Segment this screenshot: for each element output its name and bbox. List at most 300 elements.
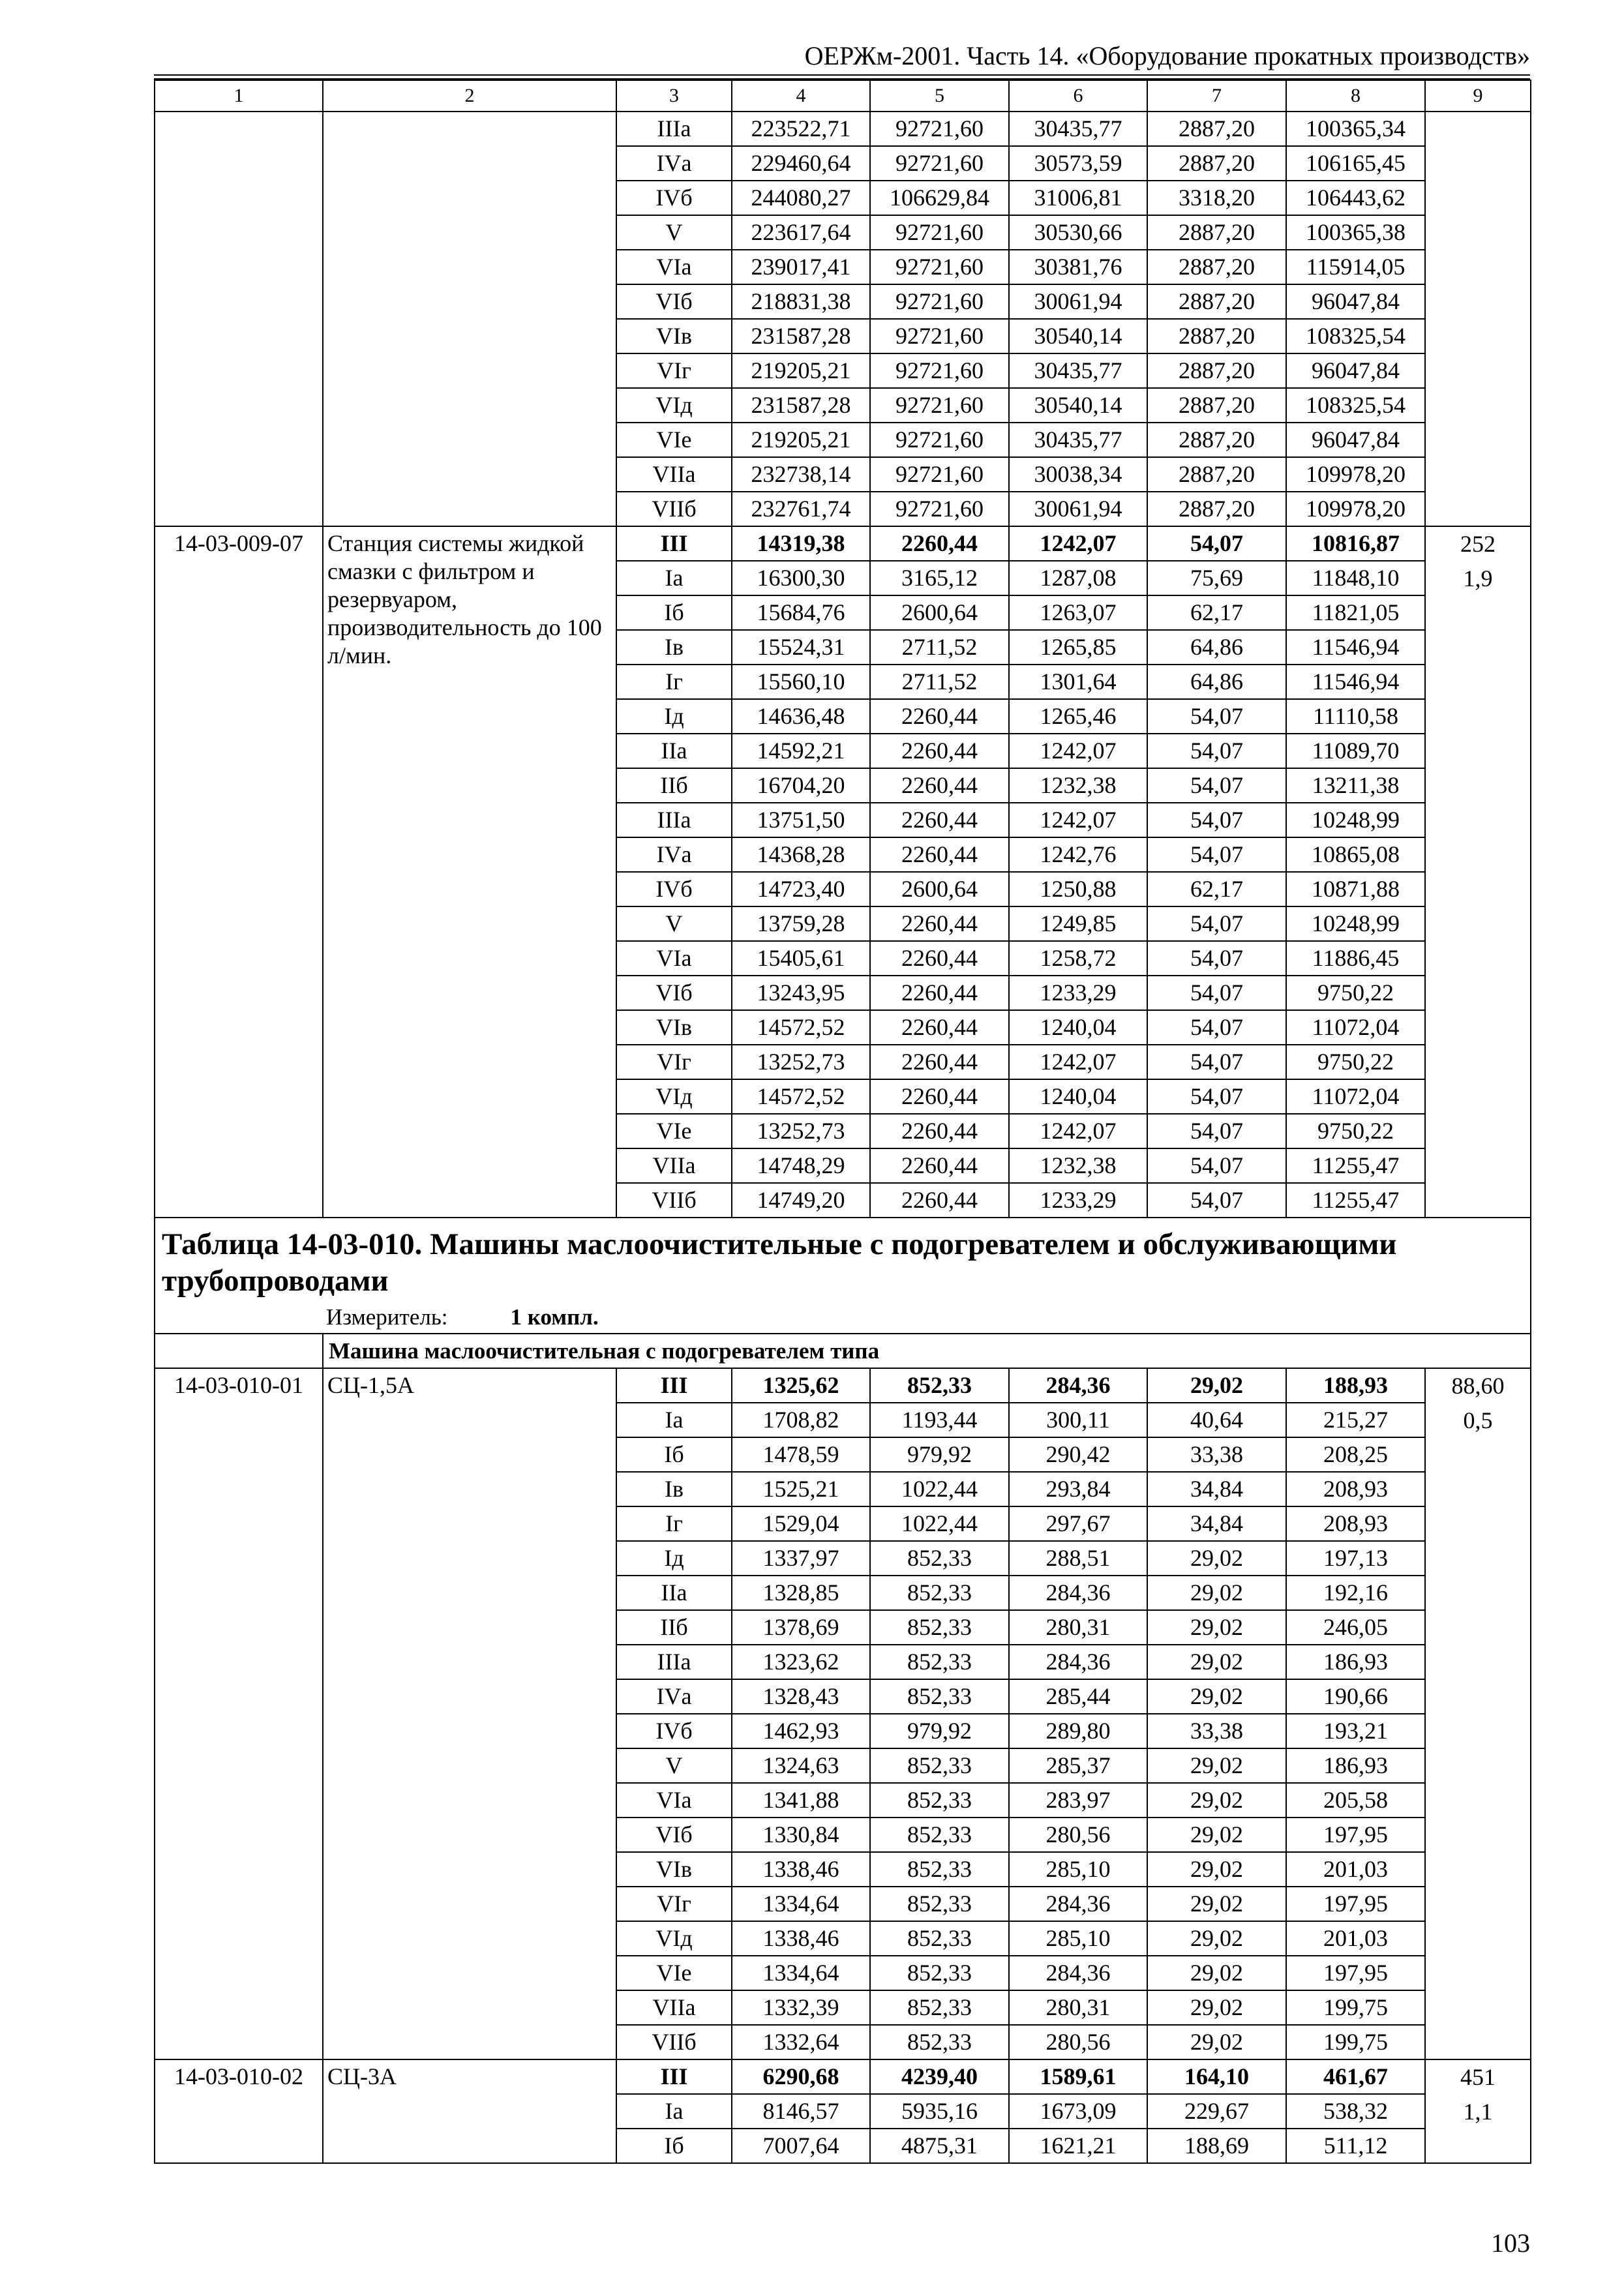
value-cell: 106629,84 xyxy=(870,181,1009,215)
value-cell: 29,02 xyxy=(1147,1990,1286,2025)
value-cell: 13243,95 xyxy=(732,976,870,1010)
value-cell: 96047,84 xyxy=(1286,353,1425,388)
value-cell: 92721,60 xyxy=(870,457,1009,492)
value-cell: 62,17 xyxy=(1147,595,1286,630)
value-cell: 1589,61 xyxy=(1009,2059,1147,2094)
table-title-row xyxy=(155,1218,1531,1302)
zone-cell: Iа xyxy=(616,561,732,595)
value-cell: 199,75 xyxy=(1286,1990,1425,2025)
value-cell: 852,33 xyxy=(870,1679,1009,1714)
value-cell: 4875,31 xyxy=(870,2129,1009,2163)
zone-cell: VIа xyxy=(616,250,732,284)
value-cell: 1328,85 xyxy=(732,1576,870,1610)
value-cell: 29,02 xyxy=(1147,1576,1286,1610)
value-cell: 2887,20 xyxy=(1147,457,1286,492)
value-cell: 96047,84 xyxy=(1286,284,1425,319)
value-cell: 29,02 xyxy=(1147,2025,1286,2059)
machine-coef: 1,9 xyxy=(1463,565,1493,591)
value-cell: 92721,60 xyxy=(870,284,1009,319)
value-cell: 1232,38 xyxy=(1009,768,1147,803)
zone-cell: Iд xyxy=(616,1541,732,1576)
value-cell: 13759,28 xyxy=(732,906,870,941)
value-cell: 979,92 xyxy=(870,1714,1009,1748)
column-number: 1 xyxy=(155,80,323,112)
value-cell: 1249,85 xyxy=(1009,906,1147,941)
column-number-row xyxy=(155,80,1531,112)
value-cell: 229460,64 xyxy=(732,146,870,181)
zone-cell: IIа xyxy=(616,734,732,768)
value-cell: 75,69 xyxy=(1147,561,1286,595)
zone-cell: Iг xyxy=(616,665,732,699)
value-cell: 2887,20 xyxy=(1147,146,1286,181)
value-cell: 106165,45 xyxy=(1286,146,1425,181)
value-cell: 1708,82 xyxy=(732,1403,870,1437)
value-cell: 2260,44 xyxy=(870,976,1009,1010)
price-table xyxy=(154,80,1531,2164)
value-cell: 54,07 xyxy=(1147,941,1286,976)
value-cell: 54,07 xyxy=(1147,906,1286,941)
zone-cell: Iд xyxy=(616,699,732,734)
value-cell: 13252,73 xyxy=(732,1045,870,1079)
value-cell: 54,07 xyxy=(1147,1079,1286,1114)
page-header: ОЕРЖм-2001. Часть 14. «Оборудование прокатных производств» xyxy=(804,41,1530,70)
value-cell: 11089,70 xyxy=(1286,734,1425,768)
zone-cell: III xyxy=(616,526,732,561)
zone-cell: VIа xyxy=(616,1783,732,1818)
value-cell: 31006,81 xyxy=(1009,181,1147,215)
zone-cell: VIд xyxy=(616,1921,732,1956)
value-cell: 461,67 xyxy=(1286,2059,1425,2094)
measure-cell xyxy=(155,1302,1531,1334)
value-cell: 14592,21 xyxy=(732,734,870,768)
value-cell: 10865,08 xyxy=(1286,837,1425,872)
zone-cell: VIе xyxy=(616,423,732,457)
value-cell: 2887,20 xyxy=(1147,284,1286,319)
value-cell: 2887,20 xyxy=(1147,112,1286,146)
value-cell: 280,31 xyxy=(1009,1990,1147,2025)
value-cell: 3165,12 xyxy=(870,561,1009,595)
column-number: 3 xyxy=(616,80,732,112)
value-cell: 11255,47 xyxy=(1286,1183,1425,1218)
zone-cell: IIIа xyxy=(616,112,732,146)
value-cell: 232738,14 xyxy=(732,457,870,492)
zone-cell: VIе xyxy=(616,1956,732,1990)
value-cell: 284,36 xyxy=(1009,1576,1147,1610)
value-cell: 33,38 xyxy=(1147,1714,1286,1748)
value-cell: 239017,41 xyxy=(732,250,870,284)
value-cell: 1242,07 xyxy=(1009,526,1147,561)
value-cell: 219205,21 xyxy=(732,423,870,457)
value-cell: 11848,10 xyxy=(1286,561,1425,595)
value-cell: 208,93 xyxy=(1286,1506,1425,1541)
value-cell: 54,07 xyxy=(1147,1010,1286,1045)
item-code: 14-03-010-01 xyxy=(155,1368,323,2059)
value-cell: 33,38 xyxy=(1147,1437,1286,1472)
value-cell: 8146,57 xyxy=(732,2094,870,2129)
value-cell: 11821,05 xyxy=(1286,595,1425,630)
value-cell: 852,33 xyxy=(870,1956,1009,1990)
value-cell: 9750,22 xyxy=(1286,976,1425,1010)
column-number: 9 xyxy=(1425,80,1531,112)
value-cell: 13751,50 xyxy=(732,803,870,837)
value-cell: 852,33 xyxy=(870,1748,1009,1783)
value-cell: 30573,59 xyxy=(1009,146,1147,181)
value-cell: 1250,88 xyxy=(1009,872,1147,906)
value-cell: 2887,20 xyxy=(1147,215,1286,250)
value-cell: 229,67 xyxy=(1147,2094,1286,2129)
value-cell: 197,13 xyxy=(1286,1541,1425,1576)
value-cell: 92721,60 xyxy=(870,423,1009,457)
zone-cell: VIIа xyxy=(616,1148,732,1183)
value-cell: 293,84 xyxy=(1009,1472,1147,1506)
item-name: Станция системы жидкой смазки с фильтром и резервуаром, производительность до 100 л/мин. xyxy=(323,526,616,1218)
value-cell: 284,36 xyxy=(1009,1956,1147,1990)
value-cell: 2600,64 xyxy=(870,872,1009,906)
value-cell: 100365,38 xyxy=(1286,215,1425,250)
value-cell: 2260,44 xyxy=(870,526,1009,561)
value-cell: 92721,60 xyxy=(870,146,1009,181)
measure-row xyxy=(155,1302,1531,1334)
value-cell: 1242,07 xyxy=(1009,1114,1147,1148)
measure-value: 1 компл. xyxy=(510,1304,599,1330)
value-cell: 29,02 xyxy=(1147,1956,1286,1990)
zone-cell: IIIа xyxy=(616,803,732,837)
value-cell: 9750,22 xyxy=(1286,1114,1425,1148)
name-cell-empty xyxy=(323,112,616,526)
labor-cost: 88,60 xyxy=(1451,1373,1505,1399)
value-cell: 2260,44 xyxy=(870,1079,1009,1114)
value-cell: 108325,54 xyxy=(1286,388,1425,423)
value-cell: 54,07 xyxy=(1147,526,1286,561)
zone-cell: IVб xyxy=(616,181,732,215)
value-cell: 280,31 xyxy=(1009,1610,1147,1645)
value-cell: 15524,31 xyxy=(732,630,870,665)
zone-cell: VIд xyxy=(616,388,732,423)
value-cell: 852,33 xyxy=(870,1783,1009,1818)
value-cell: 186,93 xyxy=(1286,1645,1425,1679)
value-cell: 30381,76 xyxy=(1009,250,1147,284)
zone-cell: IVб xyxy=(616,1714,732,1748)
value-cell: 29,02 xyxy=(1147,1887,1286,1921)
value-cell: 11886,45 xyxy=(1286,941,1425,976)
value-cell: 1301,64 xyxy=(1009,665,1147,699)
value-cell: 852,33 xyxy=(870,1990,1009,2025)
value-cell: 30435,77 xyxy=(1009,423,1147,457)
value-cell: 108325,54 xyxy=(1286,319,1425,353)
value-cell: 283,97 xyxy=(1009,1783,1147,1818)
zone-cell: VIв xyxy=(616,1852,732,1887)
value-cell: 511,12 xyxy=(1286,2129,1425,2163)
table-row xyxy=(155,2059,1531,2094)
col9-cell-empty xyxy=(1425,112,1531,526)
value-cell: 1263,07 xyxy=(1009,595,1147,630)
value-cell: 1240,04 xyxy=(1009,1079,1147,1114)
zone-cell: III xyxy=(616,2059,732,2094)
value-cell: 1258,72 xyxy=(1009,941,1147,976)
value-cell: 1242,07 xyxy=(1009,1045,1147,1079)
value-cell: 13211,38 xyxy=(1286,768,1425,803)
zone-cell: IVа xyxy=(616,1679,732,1714)
value-cell: 2260,44 xyxy=(870,906,1009,941)
value-cell: 2260,44 xyxy=(870,1148,1009,1183)
value-cell: 2260,44 xyxy=(870,837,1009,872)
value-cell: 284,36 xyxy=(1009,1368,1147,1403)
zone-cell: IIб xyxy=(616,768,732,803)
machine-coef: 1,1 xyxy=(1463,2099,1493,2125)
value-cell: 14748,29 xyxy=(732,1148,870,1183)
subheading-blank xyxy=(155,1334,323,1368)
value-cell: 1332,64 xyxy=(732,2025,870,2059)
zone-cell: Iв xyxy=(616,630,732,665)
zone-cell: IIа xyxy=(616,1576,732,1610)
value-cell: 29,02 xyxy=(1147,1818,1286,1852)
value-cell: 16300,30 xyxy=(732,561,870,595)
value-cell: 92721,60 xyxy=(870,319,1009,353)
value-cell: 11255,47 xyxy=(1286,1148,1425,1183)
value-cell: 30540,14 xyxy=(1009,388,1147,423)
value-cell: 92721,60 xyxy=(870,388,1009,423)
value-cell: 192,16 xyxy=(1286,1576,1425,1610)
value-cell: 197,95 xyxy=(1286,1887,1425,1921)
value-cell: 2260,44 xyxy=(870,1114,1009,1148)
value-cell: 290,42 xyxy=(1009,1437,1147,1472)
zone-cell: VIг xyxy=(616,353,732,388)
value-cell: 852,33 xyxy=(870,1887,1009,1921)
value-cell: 29,02 xyxy=(1147,1645,1286,1679)
value-cell: 10248,99 xyxy=(1286,906,1425,941)
value-cell: 1334,64 xyxy=(732,1887,870,1921)
machine-coef: 0,5 xyxy=(1463,1407,1493,1433)
value-cell: 2260,44 xyxy=(870,1183,1009,1218)
value-cell: 1338,46 xyxy=(732,1852,870,1887)
value-cell: 15684,76 xyxy=(732,595,870,630)
value-cell: 13252,73 xyxy=(732,1114,870,1148)
value-cell: 1325,62 xyxy=(732,1368,870,1403)
value-cell: 54,07 xyxy=(1147,837,1286,872)
value-cell: 852,33 xyxy=(870,1541,1009,1576)
value-cell: 297,67 xyxy=(1009,1506,1147,1541)
value-cell: 54,07 xyxy=(1147,1045,1286,1079)
zone-cell: Iг xyxy=(616,1506,732,1541)
column-number: 2 xyxy=(323,80,616,112)
value-cell: 30530,66 xyxy=(1009,215,1147,250)
value-cell: 208,93 xyxy=(1286,1472,1425,1506)
value-cell: 11546,94 xyxy=(1286,665,1425,699)
zone-cell: V xyxy=(616,906,732,941)
subheading: Машина маслоочистительная с подогревателем типа xyxy=(323,1334,1531,1368)
value-cell: 54,07 xyxy=(1147,734,1286,768)
value-cell: 1334,64 xyxy=(732,1956,870,1990)
value-cell: 231587,28 xyxy=(732,388,870,423)
value-cell: 92721,60 xyxy=(870,250,1009,284)
value-cell: 15405,61 xyxy=(732,941,870,976)
value-cell: 193,21 xyxy=(1286,1714,1425,1748)
labor-cost: 451 xyxy=(1460,2064,1496,2090)
labor-cost: 252 xyxy=(1460,531,1496,557)
zone-cell: IVб xyxy=(616,872,732,906)
value-cell: 2260,44 xyxy=(870,1045,1009,1079)
value-cell: 285,37 xyxy=(1009,1748,1147,1783)
value-cell: 64,86 xyxy=(1147,665,1286,699)
value-cell: 852,33 xyxy=(870,1610,1009,1645)
zone-cell: VIIб xyxy=(616,2025,732,2059)
table-row xyxy=(155,526,1531,561)
value-cell: 1022,44 xyxy=(870,1506,1009,1541)
col9-cell xyxy=(1425,526,1531,1218)
value-cell: 219205,21 xyxy=(732,353,870,388)
value-cell: 14368,28 xyxy=(732,837,870,872)
value-cell: 1242,76 xyxy=(1009,837,1147,872)
value-cell: 54,07 xyxy=(1147,1114,1286,1148)
value-cell: 197,95 xyxy=(1286,1818,1425,1852)
value-cell: 92721,60 xyxy=(870,112,1009,146)
zone-cell: IVа xyxy=(616,146,732,181)
value-cell: 852,33 xyxy=(870,1576,1009,1610)
value-cell: 109978,20 xyxy=(1286,492,1425,526)
value-cell: 246,05 xyxy=(1286,1610,1425,1645)
value-cell: 2260,44 xyxy=(870,699,1009,734)
value-cell: 1265,46 xyxy=(1009,699,1147,734)
zone-cell: Iб xyxy=(616,2129,732,2163)
value-cell: 164,10 xyxy=(1147,2059,1286,2094)
value-cell: 34,84 xyxy=(1147,1472,1286,1506)
value-cell: 1287,08 xyxy=(1009,561,1147,595)
value-cell: 1232,38 xyxy=(1009,1148,1147,1183)
value-cell: 11110,58 xyxy=(1286,699,1425,734)
value-cell: 2887,20 xyxy=(1147,492,1286,526)
zone-cell: Iб xyxy=(616,1437,732,1472)
table-row xyxy=(155,112,1531,146)
value-cell: 5935,16 xyxy=(870,2094,1009,2129)
value-cell: 92721,60 xyxy=(870,353,1009,388)
value-cell: 1621,21 xyxy=(1009,2129,1147,2163)
value-cell: 205,58 xyxy=(1286,1783,1425,1818)
value-cell: 30435,77 xyxy=(1009,112,1147,146)
value-cell: 29,02 xyxy=(1147,1679,1286,1714)
value-cell: 223522,71 xyxy=(732,112,870,146)
value-cell: 14636,48 xyxy=(732,699,870,734)
zone-cell: VIа xyxy=(616,941,732,976)
zone-cell: IIIа xyxy=(616,1645,732,1679)
value-cell: 54,07 xyxy=(1147,1183,1286,1218)
zone-cell: Iа xyxy=(616,2094,732,2129)
value-cell: 14723,40 xyxy=(732,872,870,906)
column-number: 5 xyxy=(870,80,1009,112)
zone-cell: Iв xyxy=(616,1472,732,1506)
value-cell: 284,36 xyxy=(1009,1645,1147,1679)
value-cell: 29,02 xyxy=(1147,1610,1286,1645)
value-cell: 7007,64 xyxy=(732,2129,870,2163)
value-cell: 29,02 xyxy=(1147,1921,1286,1956)
value-cell: 215,27 xyxy=(1286,1403,1425,1437)
item-code: 14-03-009-07 xyxy=(155,526,323,1218)
value-cell: 9750,22 xyxy=(1286,1045,1425,1079)
value-cell: 852,33 xyxy=(870,1368,1009,1403)
zone-cell: VIв xyxy=(616,1010,732,1045)
value-cell: 852,33 xyxy=(870,1818,1009,1852)
value-cell: 231587,28 xyxy=(732,319,870,353)
value-cell: 852,33 xyxy=(870,1852,1009,1887)
value-cell: 2260,44 xyxy=(870,1010,1009,1045)
value-cell: 2887,20 xyxy=(1147,423,1286,457)
zone-cell: VIг xyxy=(616,1887,732,1921)
value-cell: 2260,44 xyxy=(870,803,1009,837)
zone-cell: Iб xyxy=(616,595,732,630)
value-cell: 62,17 xyxy=(1147,872,1286,906)
code-cell-empty xyxy=(155,112,323,526)
value-cell: 285,10 xyxy=(1009,1852,1147,1887)
value-cell: 852,33 xyxy=(870,1921,1009,1956)
value-cell: 285,44 xyxy=(1009,1679,1147,1714)
value-cell: 852,33 xyxy=(870,1645,1009,1679)
value-cell: 2260,44 xyxy=(870,941,1009,976)
value-cell: 29,02 xyxy=(1147,1783,1286,1818)
value-cell: 1328,43 xyxy=(732,1679,870,1714)
value-cell: 115914,05 xyxy=(1286,250,1425,284)
value-cell: 2887,20 xyxy=(1147,250,1286,284)
column-number: 4 xyxy=(732,80,870,112)
value-cell: 16704,20 xyxy=(732,768,870,803)
value-cell: 201,03 xyxy=(1286,1852,1425,1887)
column-number: 6 xyxy=(1009,80,1147,112)
value-cell: 2260,44 xyxy=(870,768,1009,803)
value-cell: 2887,20 xyxy=(1147,319,1286,353)
value-cell: 1242,07 xyxy=(1009,734,1147,768)
value-cell: 1337,97 xyxy=(732,1541,870,1576)
value-cell: 244080,27 xyxy=(732,181,870,215)
value-cell: 280,56 xyxy=(1009,2025,1147,2059)
zone-cell: VIд xyxy=(616,1079,732,1114)
value-cell: 2260,44 xyxy=(870,734,1009,768)
value-cell: 92721,60 xyxy=(870,492,1009,526)
value-cell: 186,93 xyxy=(1286,1748,1425,1783)
value-cell: 29,02 xyxy=(1147,1852,1286,1887)
value-cell: 1240,04 xyxy=(1009,1010,1147,1045)
zone-cell: VIIб xyxy=(616,1183,732,1218)
value-cell: 1233,29 xyxy=(1009,976,1147,1010)
value-cell: 4239,40 xyxy=(870,2059,1009,2094)
value-cell: 14572,52 xyxy=(732,1010,870,1045)
value-cell: 54,07 xyxy=(1147,768,1286,803)
value-cell: 11072,04 xyxy=(1286,1010,1425,1045)
value-cell: 64,86 xyxy=(1147,630,1286,665)
value-cell: 1673,09 xyxy=(1009,2094,1147,2129)
value-cell: 106443,62 xyxy=(1286,181,1425,215)
value-cell: 1525,21 xyxy=(732,1472,870,1506)
value-cell: 30061,94 xyxy=(1009,284,1147,319)
zone-cell: VIб xyxy=(616,284,732,319)
value-cell: 29,02 xyxy=(1147,1368,1286,1403)
value-cell: 96047,84 xyxy=(1286,423,1425,457)
value-cell: 1378,69 xyxy=(732,1610,870,1645)
value-cell: 1341,88 xyxy=(732,1783,870,1818)
zone-cell: VIIа xyxy=(616,457,732,492)
table-row xyxy=(155,1368,1531,1403)
value-cell: 54,07 xyxy=(1147,976,1286,1010)
value-cell: 30540,14 xyxy=(1009,319,1147,353)
value-cell: 1323,62 xyxy=(732,1645,870,1679)
value-cell: 54,07 xyxy=(1147,1148,1286,1183)
value-cell: 190,66 xyxy=(1286,1679,1425,1714)
column-number: 7 xyxy=(1147,80,1286,112)
item-name: СЦ-1,5А xyxy=(323,1368,616,2059)
value-cell: 288,51 xyxy=(1009,1541,1147,1576)
value-cell: 979,92 xyxy=(870,1437,1009,1472)
value-cell: 14749,20 xyxy=(732,1183,870,1218)
value-cell: 1330,84 xyxy=(732,1818,870,1852)
value-cell: 54,07 xyxy=(1147,803,1286,837)
value-cell: 1193,44 xyxy=(870,1403,1009,1437)
